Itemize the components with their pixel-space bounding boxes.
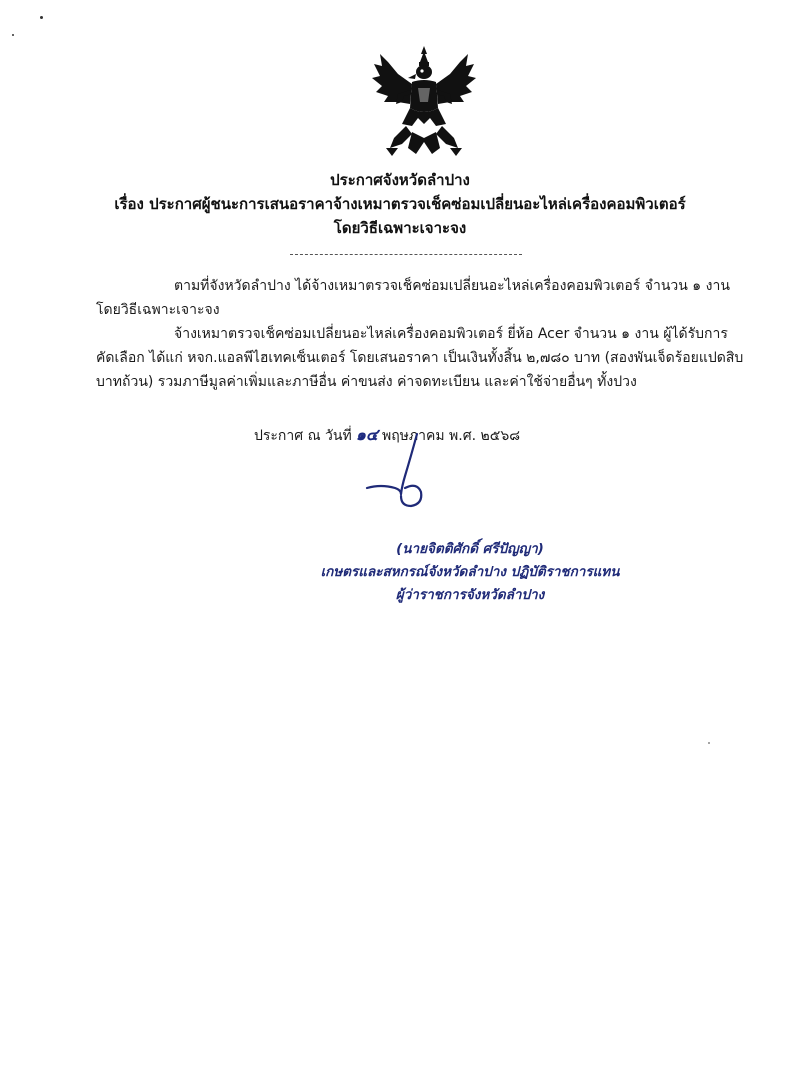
paragraph2-line2: คัดเลือก ได้แก่ หจก.แอลพีไฮเทคเซ็นเตอร์ โดยเสนอราคา เป็นเงินทั้งสิ้น ๒,๗๘๐ บาท (สองพันเจ็ดร้อยแปดสิบ bbox=[96, 350, 744, 366]
scan-speck bbox=[708, 742, 710, 744]
announcement-title: ประกาศจังหวัดลำปาง bbox=[330, 171, 470, 189]
procurement-method: โดยวิธีเฉพาะเจาะจง bbox=[333, 219, 467, 237]
scan-speck bbox=[12, 34, 14, 36]
scan-speck bbox=[40, 16, 43, 19]
handwritten-signature-icon bbox=[355, 432, 445, 512]
paragraph1-line2: โดยวิธีเฉพาะเจาะจง bbox=[96, 302, 220, 318]
announce-day: ๑๔ bbox=[355, 425, 378, 444]
signatory-acting-for: ผู้ว่าราชการจังหวัดลำปาง bbox=[395, 587, 545, 603]
paragraph2-line1: จ้างเหมาตรวจเช็คซ่อมเปลี่ยนอะไหล่เครื่องคอมพิวเตอร์ ยี่ห้อ Acer จำนวน ๑ งาน ผู้ได้รับการ bbox=[174, 326, 728, 342]
signatory-name: (นายจิตติศักดิ์ ศรีปัญญา) bbox=[396, 541, 544, 557]
paragraph2-line3: บาทถ้วน) รวมภาษีมูลค่าเพิ่มและภาษีอื่น ค่าขนส่ง ค่าจดทะเบียน และค่าใช้จ่ายอื่นๆ ทั้งปวง bbox=[96, 374, 637, 390]
signatory-position: เกษตรและสหกรณ์จังหวัดลำปาง ปฏิบัติราชการแทน bbox=[320, 564, 620, 580]
announce-month-year: พฤษภาคม พ.ศ. ๒๕๖๘ bbox=[381, 428, 521, 444]
header-divider bbox=[290, 254, 522, 255]
garuda-emblem-icon bbox=[368, 44, 480, 160]
announce-prefix: ประกาศ ณ วันที่ bbox=[254, 428, 352, 444]
announcement-subject: เรื่อง ประกาศผู้ชนะการเสนอราคาจ้างเหมาตรวจเช็คซ่อมเปลี่ยนอะไหล่เครื่องคอมพิวเตอร์ bbox=[114, 195, 686, 213]
paragraph1-line1: ตามที่จังหวัดลำปาง ได้จ้างเหมาตรวจเช็คซ่อมเปลี่ยนอะไหล่เครื่องคอมพิวเตอร์ จำนวน ๑ งาน bbox=[174, 278, 730, 294]
